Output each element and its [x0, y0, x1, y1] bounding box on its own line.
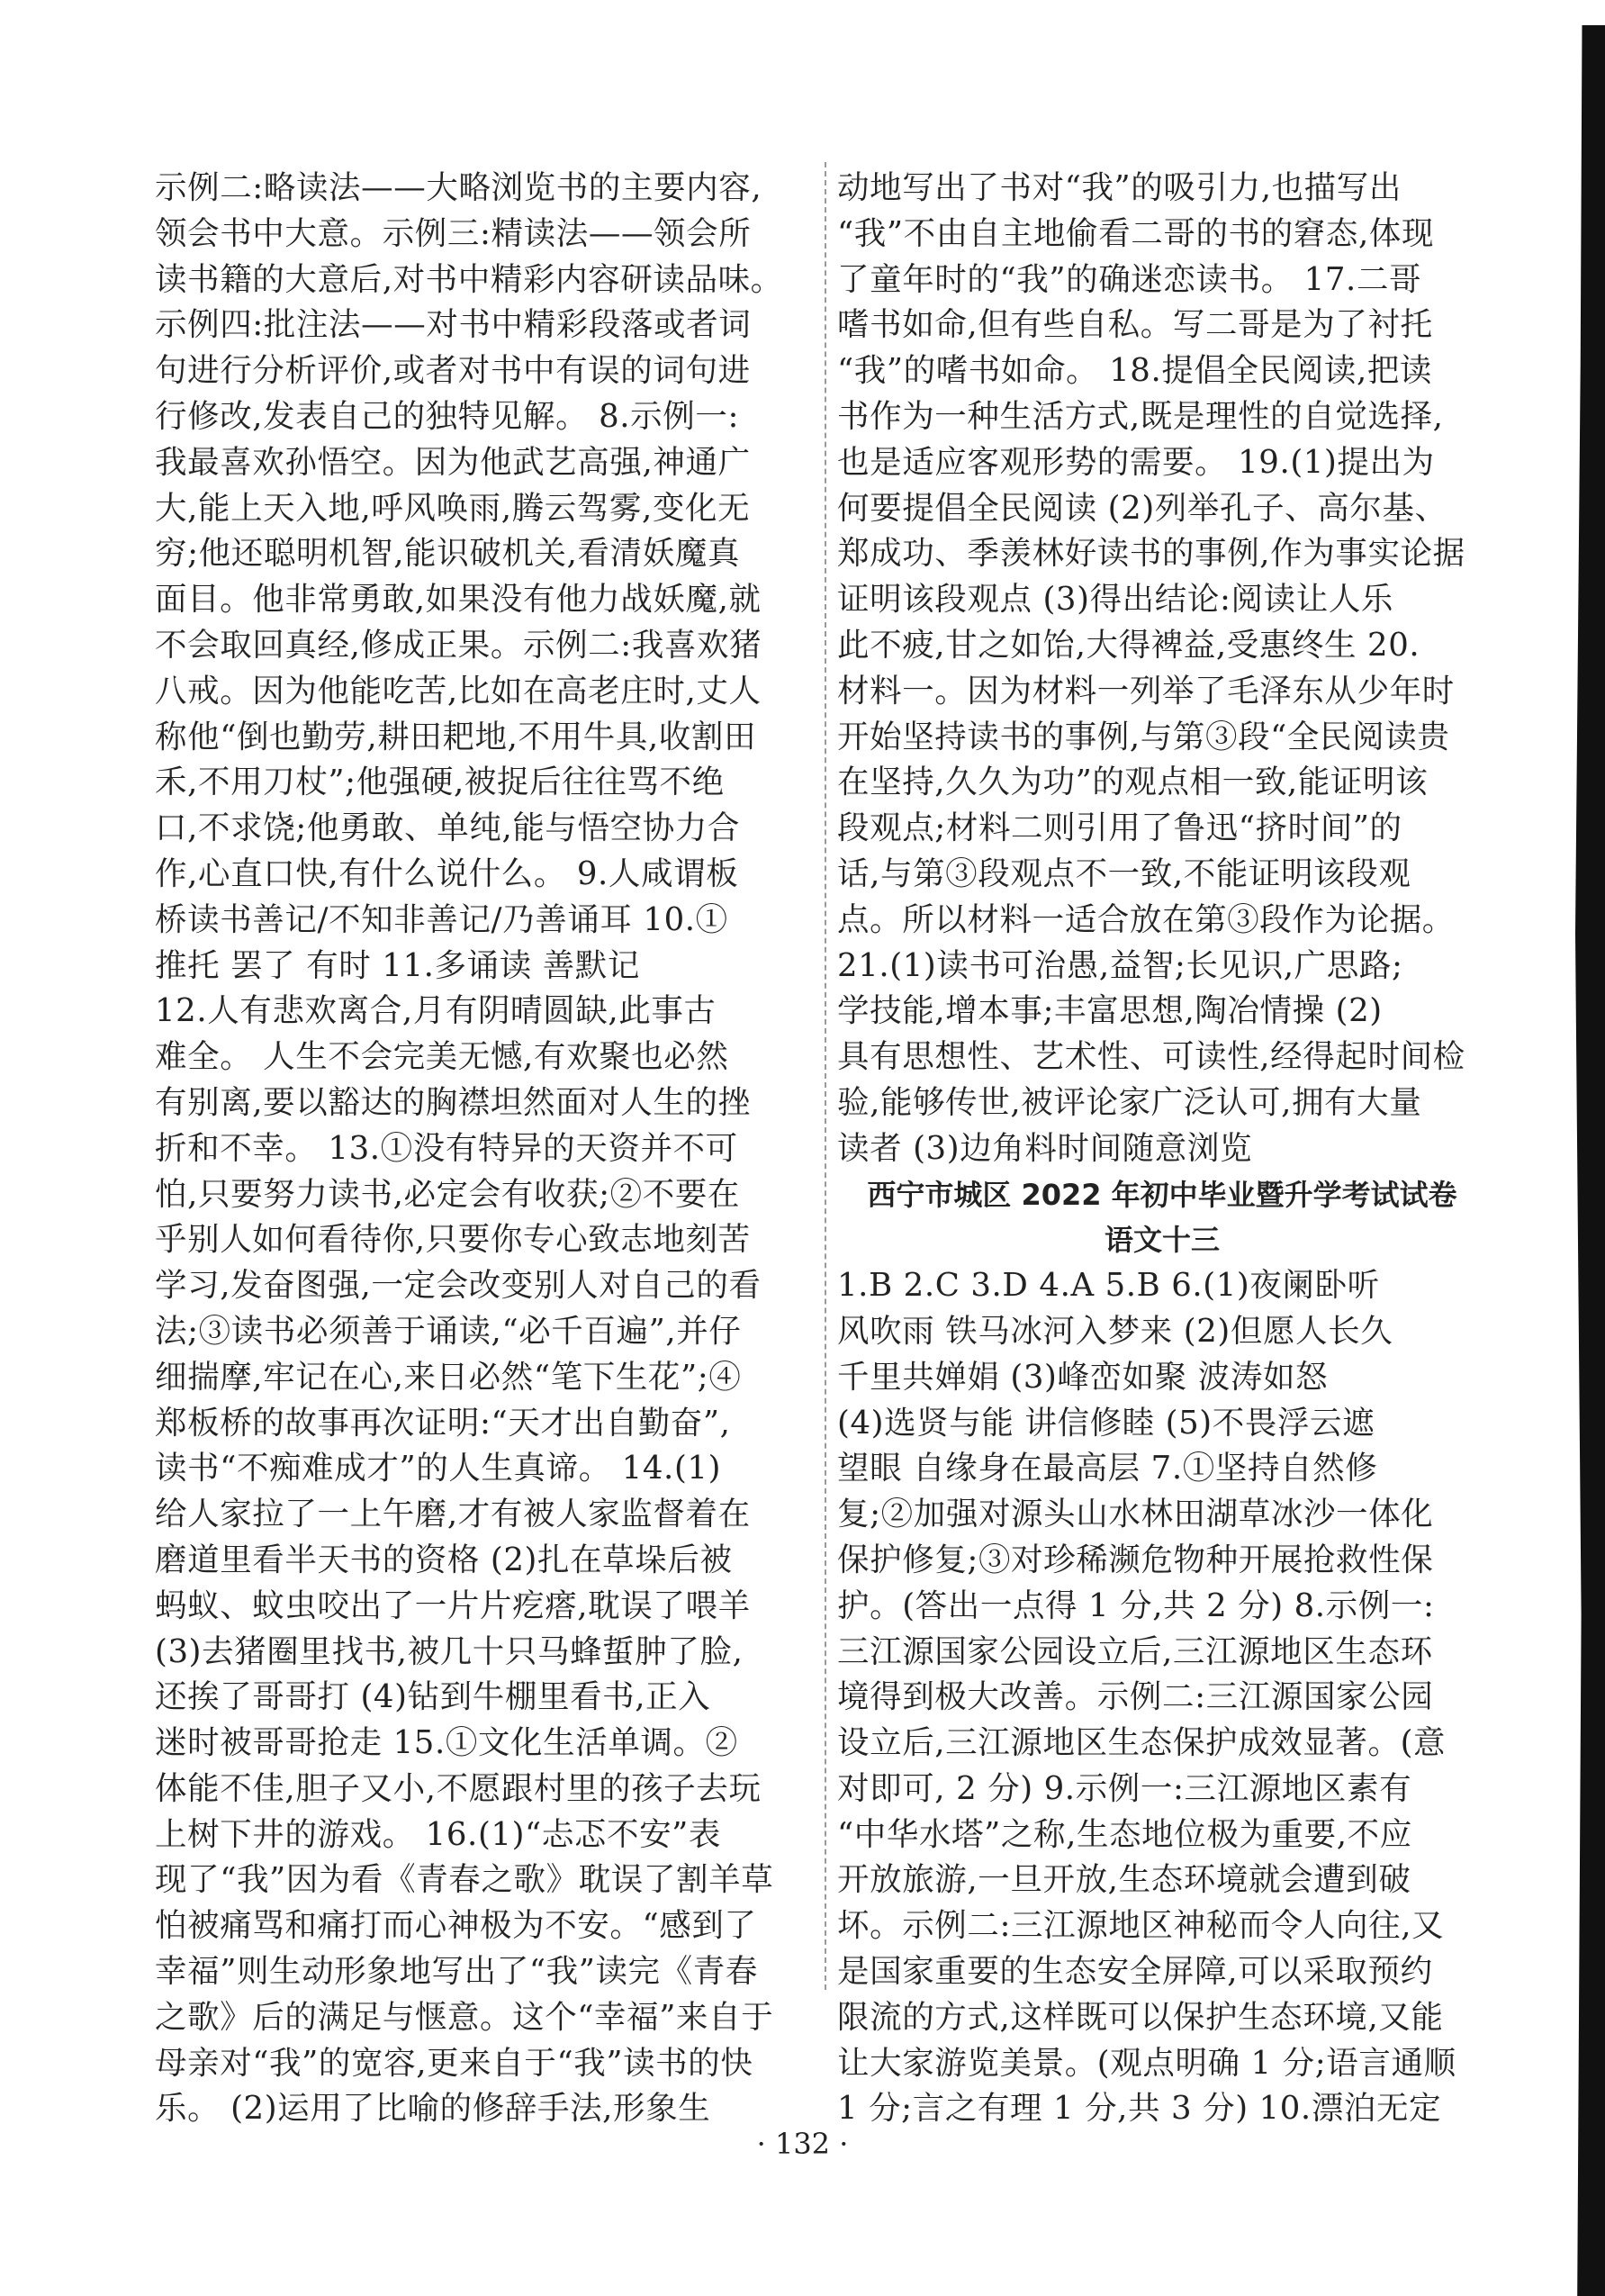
text-line: 复;②加强对源头山水林田湖草冰沙一体化	[837, 1496, 1434, 1533]
text-line: 之歌》后的满足与惬意。这个“幸福”来自于	[155, 1998, 774, 2036]
exam-subtitle: 语文十三	[1104, 1223, 1220, 1258]
text-line: 在坚持,久久为功”的观点相一致,能证明该	[837, 764, 1429, 801]
text-line: 21.(1)读书可治愚,益智;长见识,广思路;	[837, 946, 1403, 984]
text-line: 禾,不用刀杖”;他强硬,被捉后往往骂不绝	[155, 764, 725, 801]
page-number: · 132 ·	[756, 2127, 849, 2161]
text-line: 八戒。因为他能吃苦,比如在高老庄时,丈人	[155, 672, 762, 710]
text-line: 1.B 2.C 3.D 4.A 5.B 6.(1)夜阑卧听	[837, 1267, 1380, 1305]
text-line: “中华水塔”之称,生态地位极为重要,不应	[837, 1815, 1412, 1853]
text-line: 行修改,发表自己的独特见解。 8.示例一:	[155, 397, 740, 435]
right-column	[837, 166, 1487, 2132]
text-line: 推托 罢了 有时 11.多诵读 善默记	[155, 946, 640, 984]
text-line: 段观点;材料二则引用了鲁迅“挤时间”的	[837, 809, 1402, 847]
text-line: 对即可, 2 分) 9.示例一:三江源地区素有	[837, 1769, 1412, 1807]
text-line: 乐。 (2)运用了比喻的修辞手法,形象生	[155, 2090, 711, 2128]
text-line: 给人家拉了一上午磨,才有被人家监督着在	[155, 1496, 751, 1533]
text-line: 郑成功、季羡林好读书的事例,作为事实论据	[837, 535, 1465, 573]
text-line: 蚂蚁、蚊虫咬出了一片片疙瘩,耽误了喂羊	[155, 1586, 751, 1624]
text-line: 示例二:略读法——大略浏览书的主要内容,	[155, 169, 762, 206]
text-line: 望眼 自缘身在最高层 7.①坚持自然修	[837, 1450, 1378, 1487]
text-line: 具有思想性、艺术性、可读性,经得起时间检	[837, 1038, 1465, 1076]
text-line: 怕,只要努力读书,必定会有收获;②不要在	[155, 1175, 741, 1213]
text-line: 话,与第③段观点不一致,不能证明该段观	[837, 854, 1411, 892]
text-line: 点。所以材料一适合放在第③段作为论据。	[837, 900, 1455, 938]
text-line: 幸福”则生动形象地写出了“我”读完《青春	[155, 1953, 758, 1991]
text-line: 千里共婵娟 (3)峰峦如聚 波涛如怒	[837, 1358, 1329, 1396]
text-line: 读书籍的大意后,对书中精彩内容研读品味。	[155, 260, 783, 298]
text-line: 此不疲,甘之如饴,大得裨益,受惠终生 20.	[837, 626, 1420, 664]
text-line: 体能不佳,胆子又小,不愿跟村里的孩子去玩	[155, 1769, 762, 1807]
text-line: 境得到极大改善。示例二:三江源国家公园	[837, 1678, 1434, 1716]
text-line: 证明该段观点 (3)得出结论:阅读让人乐	[837, 581, 1394, 619]
text-line: 迷时被哥哥抢走 15.①文化生活单调。②	[155, 1724, 738, 1762]
text-line: 护。(答出一点得 1 分,共 2 分) 8.示例一:	[837, 1586, 1435, 1624]
text-line: 怕被痛骂和痛打而心神极为不安。“感到了	[155, 1907, 757, 1945]
text-line: 句进行分析评价,或者对书中有误的词句进	[155, 352, 751, 390]
text-line: 面目。他非常勇敢,如果没有他力战妖魔,就	[155, 581, 762, 619]
text-line: 口,不求饶;他勇敢、单纯,能与悟空协力合	[155, 809, 741, 847]
left-column	[155, 166, 805, 2132]
text-line: 难全。 人生不会完美无憾,有欢聚也必然	[155, 1038, 729, 1076]
text-line: 作,心直口快,有什么说什么。 9.人咸谓板	[155, 854, 739, 892]
text-line: (3)去猪圈里找书,被几十只马蜂蜇肿了脸,	[155, 1632, 744, 1670]
text-line: 有别离,要以豁达的胸襟坦然面对人生的挫	[155, 1083, 751, 1121]
exam-title: 西宁市城区 2022 年初中毕业暨升学考试试卷	[867, 1177, 1457, 1212]
text-line: 领会书中大意。示例三:精读法——领会所	[155, 214, 752, 252]
text-line: 让大家游览美景。(观点明确 1 分;语言通顺	[837, 2044, 1456, 2082]
text-line: 穷;他还聪明机智,能识破机关,看清妖魔真	[155, 535, 741, 573]
text-line: “我”的嗜书如命。 18.提倡全民阅读,把读	[837, 352, 1433, 390]
text-line: 折和不幸。 13.①没有特异的天资并不可	[155, 1129, 738, 1167]
text-line: 动地写出了书对“我”的吸引力,也描写出	[837, 169, 1402, 206]
text-line: 开始坚持读书的事例,与第③段“全民阅读贵	[837, 718, 1450, 755]
text-line: 嗜书如命,但有些自私。写二哥是为了衬托	[837, 306, 1433, 344]
text-line: 验,能够传世,被评论家广泛认可,拥有大量	[837, 1083, 1422, 1121]
text-line: 学技能,增本事;丰富思想,陶冶情操 (2)	[837, 992, 1383, 1030]
text-line: 大,能上天入地,呼风唤雨,腾云驾雾,变化无	[155, 489, 751, 527]
text-line: 示例四:批注法——对书中精彩段落或者词	[155, 306, 752, 344]
text-line: 郑板桥的故事再次证明:“天才出自勤奋”,	[155, 1404, 731, 1442]
text-line: 细揣摩,牢记在心,来日必然“笔下生花”;④	[155, 1358, 742, 1396]
right-column-exam-answers	[837, 1263, 1487, 2132]
scan-edge-shadow	[1565, 25, 1605, 2296]
text-line: 1 分;言之有理 1 分,共 3 分) 10.漂泊无定	[837, 2090, 1442, 2128]
text-line: 也是适应客观形势的需要。 19.(1)提出为	[837, 443, 1435, 481]
text-line: 桥读书善记/不知非善记/乃善诵耳 10.①	[155, 900, 728, 938]
text-line: 书作为一种生活方式,既是理性的自觉选择,	[837, 397, 1444, 435]
text-line: 12.人有悲欢离合,月有阴晴圆缺,此事古	[155, 992, 717, 1030]
text-line: 材料一。因为材料一列举了毛泽东从少年时	[837, 672, 1455, 710]
text-line: “我”不由自主地偷看二哥的书的窘态,体现	[837, 214, 1435, 252]
text-line: 了童年时的“我”的确迷恋读书。 17.二哥	[837, 260, 1422, 298]
text-line: 磨道里看半天书的资格 (2)扎在草垛后被	[155, 1541, 733, 1578]
text-line: 不会取回真经,修成正果。示例二:我喜欢猪	[155, 626, 762, 664]
text-line: 法;③读书必须善于诵读,“必千百遍”,并仔	[155, 1312, 742, 1350]
column-divider	[825, 162, 826, 1990]
text-line: 乎别人如何看待你,只要你专心致志地刻苦	[155, 1221, 751, 1259]
text-line: 坏。示例二:三江源地区神秘而令人向往,又	[837, 1907, 1445, 1945]
text-line: 是国家重要的生态安全屏障,可以采取预约	[837, 1953, 1433, 1991]
text-line: 母亲对“我”的宽容,更来自于“我”读书的快	[155, 2044, 753, 2082]
text-line: 何要提倡全民阅读 (2)列举孔子、高尔基、	[837, 489, 1447, 527]
text-line: 保护修复;③对珍稀濒危物种开展抢救性保	[837, 1541, 1434, 1578]
text-line: 风吹雨 铁马冰河入梦来 (2)但愿人长久	[837, 1312, 1393, 1350]
text-line: 称他“倒也勤劳,耕田耙地,不用牛具,收割田	[155, 718, 757, 755]
text-line: 读书“不痴难成才”的人生真谛。 14.(1)	[155, 1450, 722, 1487]
text-line: 设立后,三江源地区生态保护成效显著。(意	[837, 1724, 1447, 1762]
right-column-answers	[837, 166, 1487, 1172]
text-line: 限流的方式,这样既可以保护生态环境,又能	[837, 1998, 1444, 2036]
text-line: 读者 (3)边角料时间随意浏览	[837, 1129, 1253, 1167]
text-line: 上树下井的游戏。 16.(1)“忐忑不安”表	[155, 1815, 722, 1853]
text-line: 我最喜欢孙悟空。因为他武艺高强,神通广	[155, 443, 751, 481]
text-line: 现了“我”因为看《青春之歌》耽误了割羊草	[155, 1861, 774, 1899]
text-line: 开放旅游,一旦开放,生态环境就会遭到破	[837, 1861, 1411, 1899]
text-line: 还挨了哥哥打 (4)钻到牛棚里看书,正入	[155, 1678, 711, 1716]
text-line: 学习,发奋图强,一定会改变别人对自己的看	[155, 1267, 762, 1305]
text-line: 三江源国家公园设立后,三江源地区生态环	[837, 1632, 1433, 1670]
text-line: (4)选贤与能 讲信修睦 (5)不畏浮云遮	[837, 1404, 1375, 1442]
